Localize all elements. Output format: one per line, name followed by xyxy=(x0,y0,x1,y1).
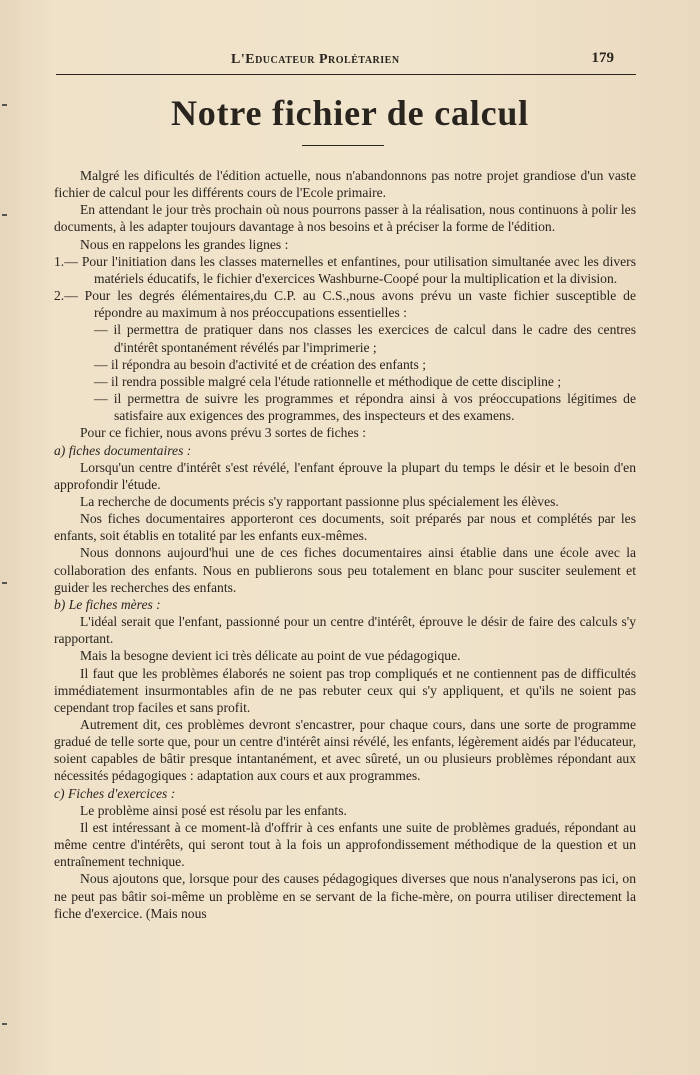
margin-mark xyxy=(2,582,7,584)
title-rule xyxy=(302,145,384,146)
paragraph: Mais la besogne devient ici très délicate au point de vue pédagogique. xyxy=(80,648,461,664)
margin-mark xyxy=(2,214,7,216)
section-heading: b) Le fiches mères : xyxy=(54,596,161,612)
numbered-item: 1.— Pour l'initiation dans les classes maternelles et enfantines, pour utilisation simultanée avec les divers matériels éducatifs, le fichier d'exercices Washburne-Coopé pour la multiplication et la division. xyxy=(54,253,636,286)
paragraph: Nous donnons aujourd'hui une de ces fiches documentaires ainsi établie dans une école avec la collaboration des enfants. Nous en publierons sous peu totalement en blanc pour susciter seulement et guider les recherches des enfants. xyxy=(54,545,636,595)
paragraph: Lorsqu'un centre d'intérêt s'est révélé, l'enfant éprouve la plupart du temps le désir et le besoin d'en approfondir l'étude. xyxy=(54,459,636,492)
journal-title: L'Educateur Prolétarien xyxy=(231,52,400,67)
paragraph: Il faut que les problèmes élaborés ne soient pas trop compliqués et ne contiennent pas de difficultés immédiatement insurmontables afin de ne pas rebuter ceux qui s'y appliquent, et qu'ils ne soient pas cependant trop faciles et sans profit. xyxy=(54,665,636,715)
article-body xyxy=(54,167,636,922)
running-header xyxy=(56,48,636,75)
dash-item: — il permettra de suivre les programmes et répondra ainsi à vos préoccupations légitimes de satisfaire aux exigences des programmes, des inspecteurs et des examens. xyxy=(94,391,636,424)
paragraph: L'idéal serait que l'enfant, passionné pour un centre d'intérêt, éprouve le désir de faire des calculs s'y rapportant. xyxy=(54,614,636,647)
paragraph: Il est intéressant à ce moment-là d'offrir à ces enfants une suite de problèmes gradués, répondant au même centre d'intérêts, qui seront tout à la fois un approfondissement méthodique de la question et un entraînement technique. xyxy=(54,819,636,870)
paragraph: Nous en rappelons les grandes lignes : xyxy=(80,236,289,252)
page-number: 179 xyxy=(591,50,614,66)
dash-item: — il répondra au besoin d'activité et de création des enfants ; xyxy=(94,356,426,372)
paragraph: Malgré les dificultés de l'édition actuelle, nous n'abandonnons pas notre projet grandiose d'un vaste fichier de calcul pour les différents cours de l'Ecole primaire. xyxy=(54,168,636,201)
paragraph: Nos fiches documentaires apporteront ces documents, soit préparés par nous et complétés par les enfants, soit établis en totalité par les enfants eux-mêmes. xyxy=(54,511,636,544)
paragraph: La recherche de documents précis s'y rapportant passionne plus spécialement les élèves. xyxy=(80,493,559,509)
dash-item: — il rendra possible malgré cela l'étude rationnelle et méthodique de cette discipline ; xyxy=(94,373,562,389)
section-heading: a) fiches documentaires : xyxy=(54,442,192,458)
paragraph: Le problème ainsi posé est résolu par les enfants. xyxy=(80,802,347,818)
paragraph: Nous ajoutons que, lorsque pour des causes pédagogiques diverses que nous n'analyserons pas ici, on ne peut pas bâtir soi-même un problème en se servant de la fiche-mère, on pourra utiliser directement la fiche d'exercice. (Mais nous xyxy=(54,871,636,921)
paragraph: En attendant le jour très prochain où nous pourrons passer à la réalisation, nous continuons à polir les documents, à les adapter toujours davantage à nos besoins et à préciser la forme de l'édition. xyxy=(54,202,636,235)
section-heading: c) Fiches d'exercices : xyxy=(54,785,176,801)
numbered-item: 2.— Pour les degrés élémentaires,du C.P. au C.S.,nous avons prévu un vaste fichier susceptible de répondre au maximum à nos préoccupations essentielles : xyxy=(54,288,636,321)
paragraph: Pour ce fichier, nous avons prévu 3 sortes de fiches : xyxy=(80,425,366,441)
margin-mark xyxy=(2,1023,7,1025)
dash-item: — il permettra de pratiquer dans nos classes les exercices de calcul dans le cadre des centres d'intérêt spontanément révélés par l'imprimerie ; xyxy=(94,322,636,355)
article-title: Notre fichier de calcul xyxy=(171,93,529,133)
paragraph: Autrement dit, ces problèmes devront s'encastrer, pour chaque cours, dans une sorte de programme gradué de telle sorte que, pour un centre d'intérêt ainsi révélé, les enfants, légèrement aidés par l'éducateur, soient capables de bâtir presque intantanément, et avec sûreté, un ou plusieurs problèmes répondant aux nécessités pédagogiques : adaptation aux cours et aux programmes. xyxy=(54,717,636,784)
